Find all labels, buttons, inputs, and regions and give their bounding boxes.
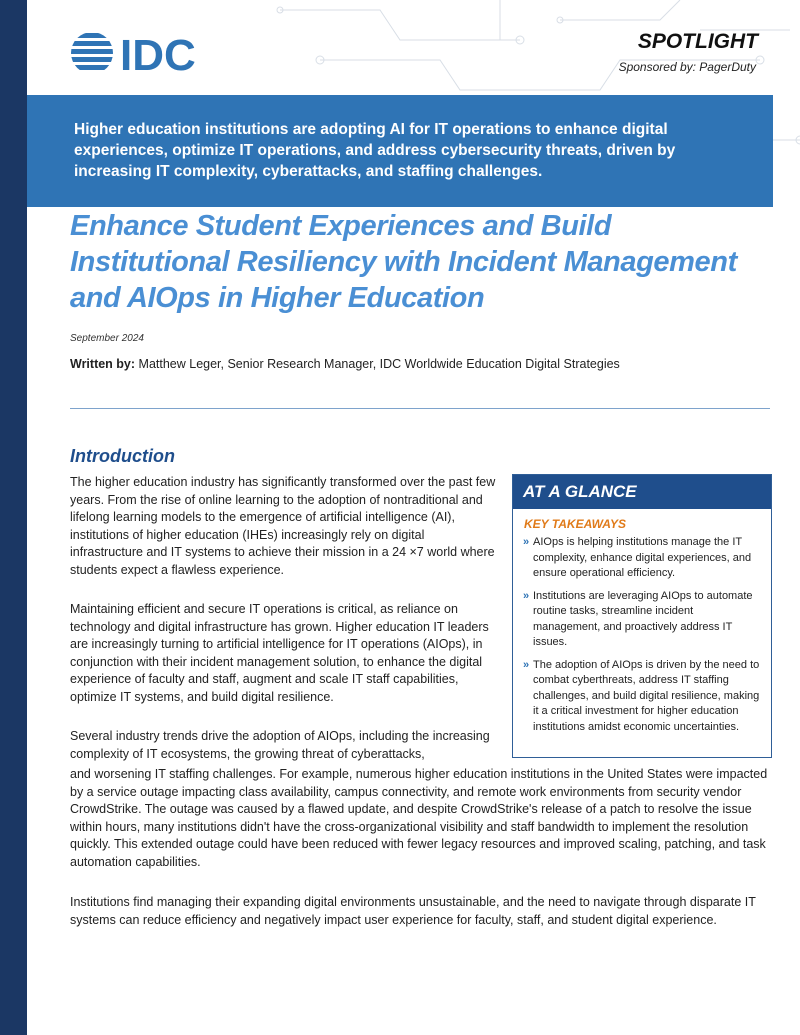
takeaway-text: Institutions are leveraging AIOps to automate routine tasks, streamline incident management, and proactively address IT issues.	[533, 589, 753, 648]
publication-date: September 2024	[70, 333, 144, 344]
svg-text:IDC: IDC	[120, 31, 196, 76]
paragraph-4: Institutions find managing their expanding digital environments unsustainable, and the need to navigate through disparate IT systems can reduce efficiency and negatively impact user experience for faculty, staff, and student digital experience.	[70, 895, 756, 927]
chevron-right-icon: »	[523, 536, 530, 548]
byline	[70, 357, 620, 371]
paragraph-1: The higher education industry has significantly transformed over the past few years. From the rise of online learning to the adoption of nontraditional and lifelong learning models to the emergence of artificial intelligence (AI), institutions of higher education (IHEs) increasingly rely on digital infrastructure and IT systems to achieve their mission in a 24 ×7 world where students expect a flawless experience.	[70, 475, 496, 577]
chevron-right-icon: »	[523, 589, 530, 602]
at-a-glance-box	[512, 474, 772, 758]
section-divider	[70, 408, 770, 409]
paragraph-3-continued: and worsening IT staffing challenges. For example, numerous higher education institutions in the United States were impacted by a service outage impacting class availability, campus connectivity, and remote work environments from security vendor CrowdStrike. The outage was caused by a flawed update, and despite CrowdStrike's release of a patch to resolve the issue within hours, many institutions didn't have the cross-organizational visibility and staff bandwidth to implement the resolution quickly. This extended outage could have been reduced with fewer legacy resources and improved scaling, patching, and task automation capabilities.	[70, 767, 768, 869]
spotlight-label: SPOTLIGHT	[637, 30, 758, 53]
list-item	[523, 535, 763, 582]
idc-logo	[70, 30, 215, 76]
left-accent-bar	[0, 0, 27, 1035]
list-item	[523, 658, 763, 736]
chevron-right-icon: »	[523, 658, 530, 671]
globe-icon	[70, 33, 114, 70]
paragraph-2: Maintaining efficient and secure IT operations is critical, as reliance on technology and digital infrastructure has grown. Higher education IT leaders are increasingly turning to artificial intelligence for IT operations (AIOps), in conjunction with their incident management solution, to enhance the digital experience of faculty and staff, augment and scale IT staff capabilities, optimize IT systems, and build digital resilience.	[70, 602, 489, 704]
at-a-glance-heading: AT A GLANCE	[513, 475, 771, 509]
key-takeaways-heading: KEY TAKEAWAYS	[524, 517, 627, 531]
introduction-heading: Introduction	[70, 446, 175, 466]
byline-label: Written by:	[70, 357, 136, 371]
list-item	[523, 589, 763, 651]
paragraph-3-start: Several industry trends drive the adoption of AIOps, including the increasing complexity of IT ecosystems, the growing threat of cyberattacks,	[70, 729, 490, 761]
takeaway-text: AIOps is helping institutions manage the IT complexity, enhance digital experiences, and ensure operational efficiency.	[533, 536, 752, 579]
summary-banner-text: Higher education institutions are adopting AI for IT operations to enhance digital experiences, optimize IT operations, and address cybersecurity threats, driven by increasing IT complexity, cyberattacks, and staffing challenges.	[74, 121, 676, 180]
document-title: Enhance Student Experiences and Build Institutional Resiliency with Incident Management and AIOps in Higher Education	[70, 210, 737, 314]
sponsored-by: Sponsored by: PagerDuty	[618, 60, 756, 74]
takeaway-text: The adoption of AIOps is driven by the need to combat cyberthreats, address IT staffing challenges, and build digital resilience, making it a critical investment for higher education institutions amidst economic uncertainties.	[533, 658, 760, 733]
takeaways-list	[513, 535, 771, 735]
byline-author: Matthew Leger, Senior Research Manager, IDC Worldwide Education Digital Strategies	[138, 357, 620, 371]
